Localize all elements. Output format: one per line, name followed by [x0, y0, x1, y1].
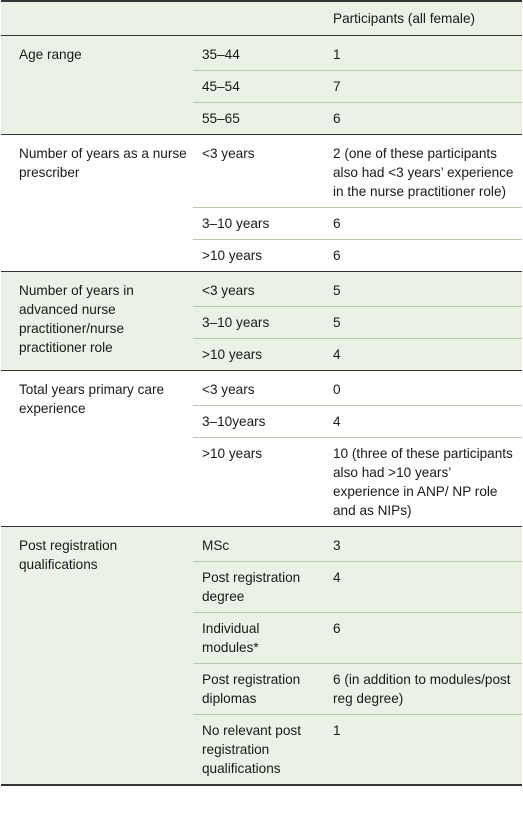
value-cell: 3: [319, 527, 522, 562]
category-cell: Post registration diplomas: [193, 664, 319, 715]
category-cell: 3–10 years: [193, 307, 319, 339]
value-cell: 6: [319, 103, 522, 135]
category-cell: 3–10 years: [193, 208, 319, 240]
category-cell: <3 years: [193, 272, 319, 307]
category-cell: No relevant post registration qualifications: [193, 715, 319, 786]
value-cell: 7: [319, 71, 522, 103]
table-body: [1, 36, 522, 786]
group-label: Total years primary care experience: [19, 382, 165, 416]
value-cell: 6 (in addition to modules/post reg degree): [319, 664, 522, 715]
table-header-row: [1, 1, 522, 36]
value-cell: 5: [319, 272, 522, 307]
category-cell: MSc: [193, 527, 319, 562]
value-cell: 1: [319, 36, 522, 71]
table-row: [1, 36, 522, 71]
value-cell: 4: [319, 562, 522, 613]
category-cell: 55–65: [193, 103, 319, 135]
category-cell: >10 years: [193, 339, 319, 371]
group-label: Number of years in advanced nurse practitioner/nurse practitioner role: [1, 272, 193, 371]
value-cell: 5: [319, 307, 522, 339]
value-cell: 2 (one of these participants also had <3 years’ experience in the nurse practitioner role): [333, 146, 514, 199]
value-cell: 1: [319, 715, 522, 786]
category-cell: <3 years: [202, 146, 255, 161]
value-cell: 6: [319, 208, 522, 240]
group-label: Age range: [1, 36, 193, 135]
value-cell: 4: [319, 339, 522, 371]
group-label: Post registration qualifications: [1, 527, 193, 786]
value-cell: 10 (three of these participants also had >10 years’ experience in ANP/ NP role and as NIPs): [319, 438, 522, 527]
table-row: [1, 272, 522, 307]
value-cell: 0: [333, 382, 341, 397]
value-cell: 6: [319, 240, 522, 272]
category-cell: <3 years: [202, 382, 255, 397]
category-cell: >10 years: [193, 240, 319, 272]
category-cell: 45–54: [193, 71, 319, 103]
header-characteristic: [1, 1, 193, 36]
table-row: [1, 527, 522, 562]
value-cell: 6: [319, 613, 522, 664]
category-cell: >10 years: [193, 438, 319, 527]
category-cell: Post registration degree: [193, 562, 319, 613]
header-category: [193, 1, 319, 36]
group-label: Number of years as a nurse prescriber: [19, 146, 187, 180]
value-cell: 4: [319, 406, 522, 438]
table-row: [1, 135, 522, 208]
participants-table: [1, 0, 522, 786]
category-cell: 35–44: [193, 36, 319, 71]
category-cell: Individual modules*: [193, 613, 319, 664]
table-row: [1, 371, 522, 406]
category-cell: 3–10years: [193, 406, 319, 438]
header-participants: Participants (all female): [333, 11, 476, 26]
